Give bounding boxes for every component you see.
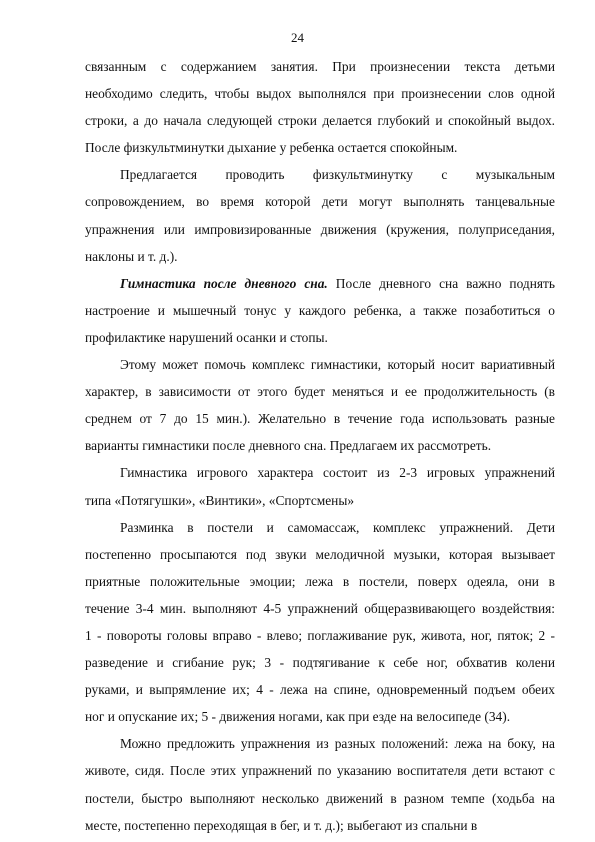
text-line: Гимнастика игрового характера состоит из 2-3 игровых упражнений	[120, 465, 555, 481]
text-line: связанным с содержанием занятия. При произнесении текста детьми	[85, 59, 555, 74]
paragraph	[85, 730, 555, 838]
text-line: настроение и мышечный тонус у каждого ребенка, а также позаботиться о	[85, 302, 555, 318]
text-line: течение 3-4 мин. выполняют 4-5 упражнений общеразвивающего воздействия:	[85, 600, 555, 616]
body-text	[85, 53, 555, 839]
text-line: ног и опускание их; 5 - движения ногами, как при езде на велосипеде (34).	[85, 709, 511, 725]
line-text: После дневного сна важно поднять	[335, 275, 555, 291]
text-line: профилактике нарушений осанки и стопы.	[85, 329, 328, 345]
text-line: Можно предложить упражнения из разных положений: лежа на боку, на	[120, 736, 555, 752]
paragraph	[85, 161, 555, 269]
text-line: 1 - повороты головы вправо - влево; поглаживание рук, живота, ног, пяток; 2 -	[85, 627, 555, 643]
text-line: разведение и сгибание рук; 3 - подтягивание к себе ног, обхватив колени	[85, 655, 555, 671]
paragraph	[85, 53, 555, 161]
text-line: постели, быстро выполняют несколько движений в разном темпе (ходьба на	[85, 790, 555, 806]
text-line: постепенно просыпаются под звуки мелодичной музыки, которая вызывает	[85, 546, 555, 562]
text-line: упражнения или импровизированные движения (кружения, полуприседания,	[85, 221, 555, 237]
paragraph	[85, 514, 555, 731]
page-number: 24	[291, 30, 304, 45]
text-line: необходимо следить, чтобы выдох выполнялся при произнесении слов одной	[85, 86, 555, 102]
text-line: Разминка в постели и самомассаж, комплекс упражнений. Дети	[120, 519, 555, 535]
text-line: строки, а до начала следующей строки делается глубокий и спокойный выдох.	[85, 113, 555, 129]
text-line: наклоны и т. д.).	[85, 248, 178, 264]
text-line: приятные положительные эмоции; лежа в постели, поверх одеяла, они в	[85, 573, 555, 589]
text-line: После физкультминутки дыхание у ребенка остается спокойным.	[85, 140, 458, 156]
text-line: среднем от 7 до 15 мин.). Желательно в течение года использовать разные	[85, 411, 555, 427]
paragraph	[85, 351, 555, 459]
text-line: Предлагается проводить физкультминутку с музыкальным	[120, 167, 555, 183]
text-line: месте, постепенно переходящая в бег, и т. д.); выбегают из спальни в	[85, 817, 478, 833]
text-line: характер, в зависимости от этого будет меняться и ее продолжительность (в	[85, 384, 555, 400]
paragraph	[85, 459, 555, 513]
text-line: сопровождением, во время которой дети могут выполнять танцевальные	[85, 194, 555, 210]
text-line: Этому может помочь комплекс гимнастики, который носит вариативный	[120, 357, 555, 373]
text-line: типа «Потягушки», «Винтики», «Спортсмены»	[85, 492, 355, 508]
text-line	[85, 270, 555, 297]
text-line: варианты гимнастики после дневного сна. Предлагаем их рассмотреть.	[85, 438, 492, 454]
text-line: животе, сидя. После этих упражнений по указанию воспитателя дети встают с	[85, 763, 555, 779]
text-line: руками, и выпрямление их; 4 - лежа на спине, одновременный подъем обеих	[85, 682, 555, 698]
section-heading: Гимнастика после дневного сна.	[120, 275, 328, 291]
paragraph	[85, 270, 555, 351]
